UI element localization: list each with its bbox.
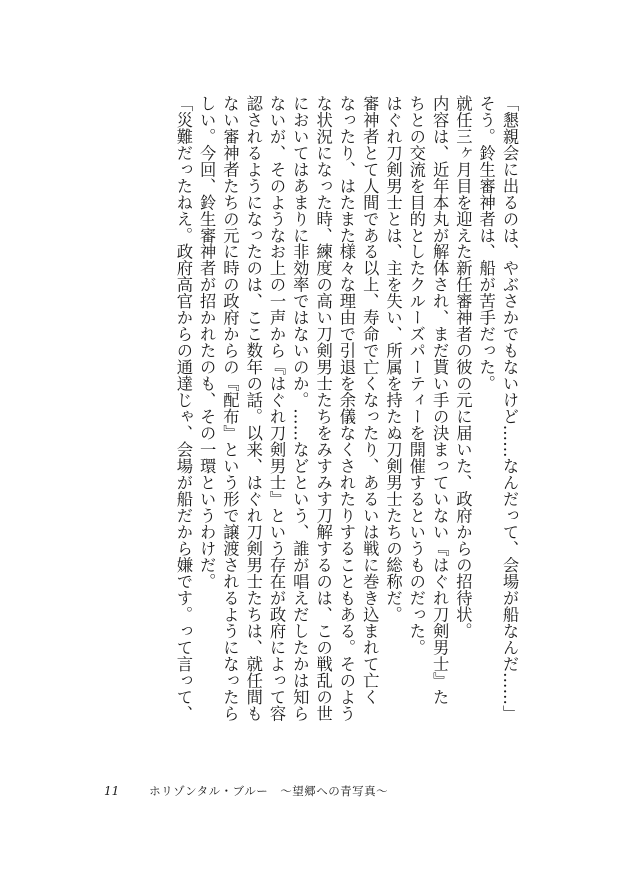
text-line: そう。鈴生審神者は、船が苦手だった。 xyxy=(476,95,496,392)
text-line: はぐれ刀剣男士とは、主を失い、所属を持たぬ刀剣男士たちの総称だ。 xyxy=(383,95,403,623)
text-line: 内容は、近年本丸が解体され、まだ貰い手の決まっていない『はぐれ刀剣男士』た xyxy=(430,95,450,706)
text-line: なったり、はたまた様々な理由で引退を余儀なくされたりすることもある。そのよう xyxy=(336,95,356,722)
text-line: 認されるようになったのは、ここ数年の話。以来、はぐれ刀剣男士たちは、就任間も xyxy=(243,95,263,722)
page-number: 11 xyxy=(104,784,120,798)
page-footer xyxy=(104,783,388,799)
text-line: ない審神者たちの元に時の政府からの『配布』という形で譲渡されるようになったら xyxy=(220,95,240,722)
text-line: しい。今回、鈴生審神者が招かれたのも、その一環というわけだ。 xyxy=(197,95,217,590)
body-text xyxy=(81,95,521,755)
book-title: ホリゾンタル・ブルー 〜望郷への青写真〜 xyxy=(149,784,389,798)
text-line: 「懇親会に出るのは、やぶさかでもないけど……なんだって、会場が船なんだ……」 xyxy=(500,95,519,722)
text-line: 就任三ヶ月目を迎えた新任審神者の彼の元に届いた、政府からの招待状。 xyxy=(453,95,473,640)
text-line: 「災難だったねえ。政府高官からの通達じゃ、会場が船だから嫌です。って言って、 xyxy=(173,95,193,722)
text-line: ないが、そのようなお上の一声から『はぐれ刀剣男士』という存在が政府によって容 xyxy=(267,95,287,722)
text-line: 審神者とて人間である以上、寿命で亡くなったり、あるいは戦に巻き込まれて亡く xyxy=(360,95,380,706)
text-line: な状況になった時、練度の高い刀剣男士たちをみすみす刀解するのは、この戦乱の世 xyxy=(313,95,333,722)
text-line: ちとの交流を目的としたクルーズパーティーを開催するというものだった。 xyxy=(406,95,426,656)
text-line: においてはあまりに非効率ではないのか。……などという、誰が唱えだしたかは知ら xyxy=(290,95,310,722)
